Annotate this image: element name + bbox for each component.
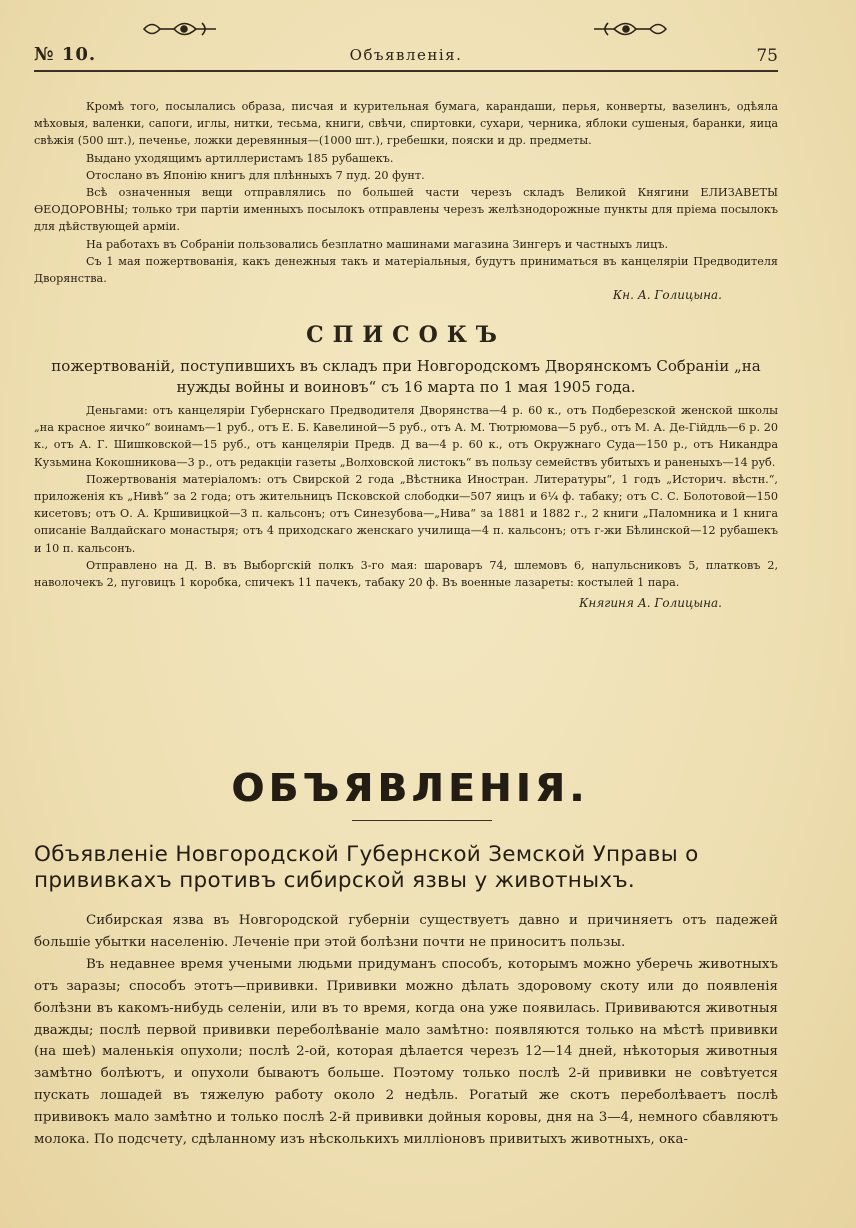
heading-rule xyxy=(352,820,492,821)
list-subtitle: пожертвованій, поступившихъ въ складъ при Новгородскомъ Дворянскомъ Собраніи „на нужды войны и воиновъ“ съ 16 марта по 1 мая 1905 года. xyxy=(51,357,761,396)
left-ornament-icon xyxy=(140,14,220,44)
paragraph: Пожертвованія матеріаломъ: отъ Свирской 2 года „Вѣстника Иностран. Литературы“, 1 годъ „Историч. вѣстн.“, приложенія къ „Нивѣ“ за 2 года; отъ жительницъ Псковской слободки—507 яицъ и 6¼ ф. табаку; отъ С. С. Болотовой—150 кисетовъ; отъ О. А. Кршивицкой—3 п. кальсонъ; отъ Синезубова—„Нива“ за 1881 и 1882 г., 2 книги „Паломника и 1 книга описаніе Валдайскаго монастыря; отъ 4 приходскаго женскаго училища—4 п. кальсонъ; отъ г-жи Бѣлинской—12 рубашекъ и 10 п. кальсонъ. xyxy=(34,472,778,555)
list-title: СПИСОКЪ xyxy=(306,322,506,348)
notice-title: Объявленіе Новгородской Губернской Земской Управы о прививкахъ противъ сибирской язвы у животныхъ. xyxy=(34,842,699,893)
paragraph: Въ недавнее время учеными людьми придуманъ способъ, которымъ можно уберечь животныхъ отъ заразы; способъ этотъ—прививки. Прививки можно дѣлать здоровому скоту или до появленія болѣзни въ какомъ-нибудь селеніи, или въ то время, когда она уже появилась. Прививаются животныя дважды; послѣ первой прививки переболѣваніе мало замѣтно: появляются только на мѣстѣ прививки (на шеѣ) маленькія опухоли; послѣ 2-ой, которая дѣлается черезъ 12—14 дней, нѣкоторыя животныя замѣтно болѣютъ, и опухоли бываютъ больше. Поэтому только послѣ 2-й прививки не совѣтуется пускать лошадей въ тяжелую работу около 2 недѣль. Рогатый же скотъ переболѣваетъ послѣ прививокъ мало замѣтно и только послѣ 2-й прививки дойныя коровы, дня на 3—4, немного сбавляютъ молока. По подсчету, сдѣланному изъ нѣсколькихъ милліоновъ привитыхъ животныхъ, ока- xyxy=(34,956,778,1148)
paragraph: Всѣ означенныя вещи отправлялись по большей части черезъ складъ Великой Княгини ЕЛИЗАВЕТЫ ѲЕОДОРОВНЫ; только три партіи именныхъ посылокъ отправлены черезъ желѣзнодорожные пункты для пріема посылокъ для дѣйствующей арміи. xyxy=(34,186,778,234)
report-text xyxy=(34,98,778,304)
issue-number: № 10. xyxy=(34,44,97,65)
notice-body xyxy=(34,910,778,1151)
signature: Кн. А. Голицына. xyxy=(612,288,722,303)
paragraph: Выдано уходящимъ артиллеристамъ 185 рубашекъ. xyxy=(86,151,394,165)
paragraph: Сибирская язва въ Новгородской губерніи существуетъ давно и причиняетъ отъ падежей большіе убытки населенію. Леченіе при этой болѣзни почти не приноситъ пользы. xyxy=(34,913,778,950)
paragraph: Деньгами: отъ канцеляріи Губернскаго Предводителя Дворянства—4 р. 60 к., отъ Подберезской женской школы „на красное яичко“ воинамъ—1 руб., отъ Е. Б. Кавелиной—5 руб., отъ А. М. Тютрюмова—5 руб., отъ М. А. Де-Гійдль—6 р. 20 к., отъ А. Г. Шишковской—15 руб., отъ канцеляріи Предв. Д ва—4 р. 60 к., отъ Окружнаго Суда—150 р., отъ Никандра Кузьмина Кокошникова—3 р., отъ редакціи газеты „Волховской листокъ“ въ пользу семействъ убитыхъ и раненыхъ—14 руб. xyxy=(34,404,778,469)
paragraph: Съ 1 мая пожертвованія, какъ денежныя такъ и матеріальныя, будутъ приниматься въ канцеляріи Предводителя Дворянства. xyxy=(34,254,778,286)
paragraph: На работахъ въ Собраніи пользовались безплатно машинами магазина Зингеръ и частныхъ лицъ. xyxy=(86,237,669,251)
paragraph: Отослано въ Японію книгъ для плѣнныхъ 7 пуд. 20 фунт. xyxy=(86,168,425,182)
header-rule xyxy=(34,70,778,72)
paragraph: Отправлено на Д. В. въ Выборгскій полкъ 3-го мая: шароваръ 74, шлемовъ 6, напульсниковъ 5, платковъ 2, наволочекъ 2, пуговицъ 1 коробка, спичекъ 11 пачекъ, табаку 20 ф. Въ военные лазареты: костылей 1 пара. xyxy=(34,558,778,590)
paragraph: Кромѣ того, посылались образа, писчая и курительная бумага, карандаши, перья, конверты, вазелинъ, одѣяла мѣховыя, валенки, сапоги, иглы, нитки, тесьма, книги, свѣчи, спиртовки, сухари, черника, яблоки сушеныя, баранки, яица свѣжія (500 шт.), печенье, ложки деревянныя—(1000 шт.), гребешки, пояски и др. предметы. xyxy=(34,100,778,148)
page-number: 75 xyxy=(756,46,778,66)
running-header xyxy=(34,44,778,72)
section-title: Объявленія. xyxy=(349,46,463,64)
right-ornament-icon xyxy=(590,14,670,44)
signature: Княгиня А. Голицына. xyxy=(579,596,722,611)
donations-list xyxy=(34,402,778,612)
announcements-heading: ОБЪЯВЛЕНІЯ. xyxy=(231,766,589,810)
